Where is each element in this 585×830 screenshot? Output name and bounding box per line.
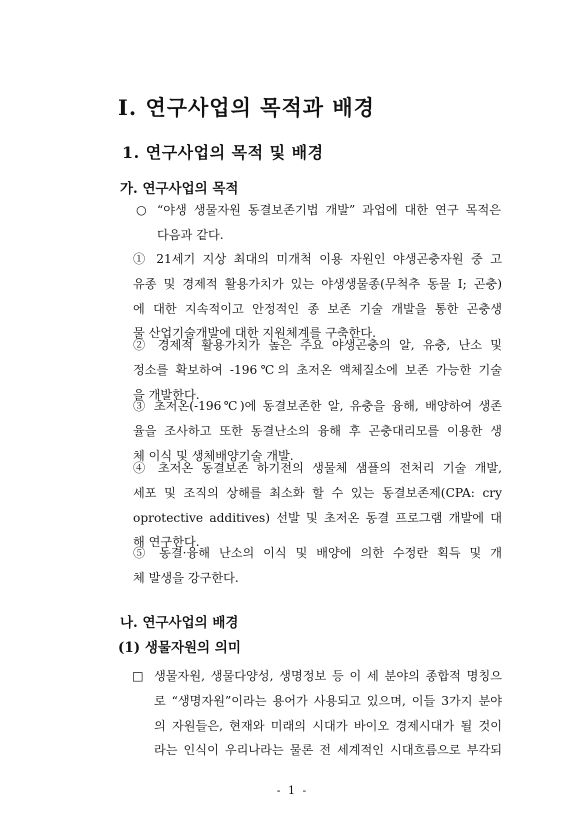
text-line: ⑤ 동결·융해 난소의 이식 및 배양에 의한 수정란 획득 및 개 bbox=[133, 546, 502, 560]
text-line: ① 21세기 지상 최대의 미개척 이용 자원인 야생곤충자원 중 고 bbox=[133, 252, 502, 266]
text-line: ② 경제적 활용가치가 높은 주요 야생곤충의 알, 유충, 난소 및 bbox=[133, 338, 502, 352]
text-line: 로 “생명자원”이라는 용어가 사용되고 있으며, 이들 3가지 분야 bbox=[154, 693, 502, 708]
text-line: 유종 및 경제적 활용가치가 있는 야생생물종(무척추 동물 I; 곤충) bbox=[133, 276, 502, 291]
text-line: ④ 초저온 동결보존 하기전의 생물체 샘플의 전처리 기술 개발, bbox=[133, 461, 502, 475]
text-line: 정소를 확보하여 -196℃의 초저온 액체질소에 보존 가능한 기술 bbox=[133, 362, 502, 377]
text-line: 을 개발한다. bbox=[133, 387, 200, 402]
text-line: 의 자원들은, 현재와 미래의 시대가 바이오 경제시대가 될 것이 bbox=[154, 718, 502, 733]
background-paragraph bbox=[154, 664, 502, 763]
text-line: “야생 생물자원 동결보존기법 개발” 과업에 대한 연구 목적은 bbox=[157, 203, 501, 217]
text-line: 해 연구한다. bbox=[133, 535, 200, 550]
text-line: 율을 조사하고 또한 동결난소의 융해 후 곤충대리모를 이용한 생 bbox=[133, 423, 502, 438]
text-line: 라는 인식이 우리나라는 물론 전 세계적인 시대흐름으로 부각되 bbox=[154, 743, 502, 758]
objective-item-5 bbox=[133, 541, 502, 591]
sub-subsection-heading: (1) 생물자원의 의미 bbox=[118, 640, 241, 656]
text-line: 물 산업기술개발에 대한 지원체계를 구축한다. bbox=[133, 326, 377, 341]
text-line: 다음과 같다. bbox=[157, 228, 224, 242]
objective-item-1 bbox=[133, 247, 502, 346]
square-bullet: □ bbox=[132, 669, 144, 683]
chapter-heading: Ⅰ. 연구사업의 목적과 배경 bbox=[118, 95, 375, 120]
text-line: 생물자원, 생물다양성, 생명정보 등 이 세 분야의 종합적 명칭으 bbox=[154, 669, 502, 683]
text-line: 체 이식 및 생체배양기술 개발. bbox=[133, 448, 294, 463]
circle-bullet: ○ bbox=[136, 203, 147, 217]
text-line: 체 발생을 강구한다. bbox=[133, 570, 239, 585]
text-line: oprotective additives) 선발 및 초저온 동결 프로그램 개발에 대 bbox=[133, 510, 502, 525]
subsection-heading-ga: 가. 연구사업의 목적 bbox=[120, 181, 239, 197]
text-line: 에 대한 지속적이고 안정적인 종 보존 기술 개발을 통한 곤충생 bbox=[133, 301, 502, 316]
intro-paragraph bbox=[157, 198, 501, 223]
text-line: ③ 초저온(-196℃)에 동결보존한 알, 유충을 융해, 배양하여 생존 bbox=[133, 399, 502, 413]
text-line: 세포 및 조직의 상해를 최소화 할 수 있는 동결보존제(CPA: cry bbox=[133, 485, 502, 500]
subsection-heading-na: 나. 연구사업의 배경 bbox=[120, 615, 239, 631]
intro-paragraph-cont bbox=[157, 223, 501, 248]
page-number: - 1 - bbox=[276, 784, 309, 797]
section-heading: 1. 연구사업의 목적 및 배경 bbox=[122, 143, 324, 162]
